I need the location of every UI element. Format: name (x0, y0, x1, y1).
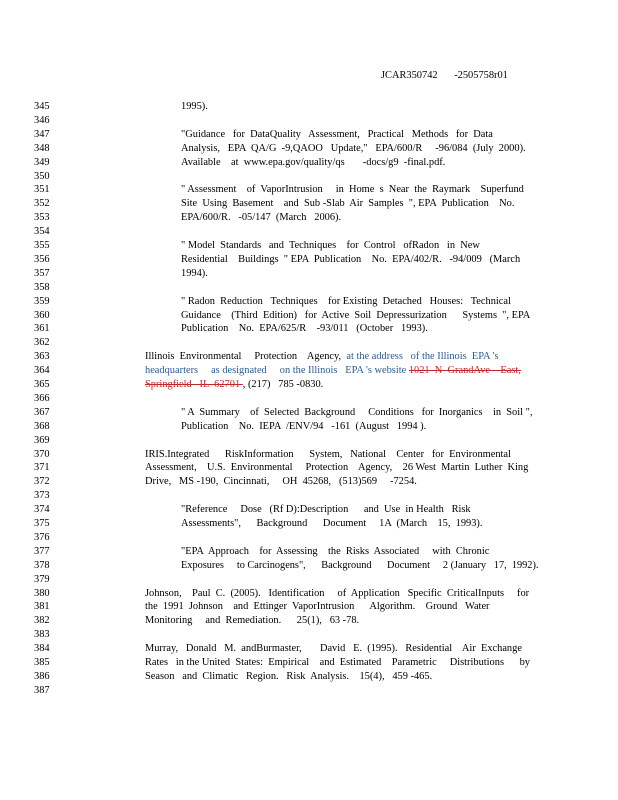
line-number: 371 (34, 462, 50, 474)
line-number: 346 (34, 114, 50, 126)
line-text (181, 253, 520, 267)
deleted-text: Springfield IL 62701 (145, 379, 243, 390)
text-segment: " Assessment of VaporIntrusion in Home s Near the Raymark Superfund (181, 184, 524, 196)
line-number: 377 (34, 545, 50, 557)
document-number: -2505758r01 (454, 70, 508, 81)
line-text (181, 156, 445, 170)
line-number: 348 (34, 142, 50, 154)
text-segment: Exposures to Carcinogens", Background Document 2 (January 17, 1992). (181, 559, 539, 571)
text-segment: Season and Climatic Region. Risk Analysis. 15(4), 459 -465. (145, 670, 433, 682)
line-number: 374 (34, 504, 50, 516)
text-segment: , (217) 785 -0830. (242, 379, 324, 390)
line-number: 380 (34, 587, 50, 599)
line-text (181, 142, 526, 156)
line-number: 372 (34, 476, 50, 488)
line-text (145, 600, 490, 614)
text-segment: "Guidance for DataQuality Assessment, Practical Methods for Data (181, 128, 493, 140)
line-number: 365 (34, 379, 50, 390)
line-text (181, 559, 538, 573)
line-text (181, 406, 532, 420)
line-number: 369 (34, 434, 50, 446)
document-id: JCAR350742 (381, 70, 438, 81)
line-text (181, 239, 480, 253)
line-number: 352 (34, 198, 50, 210)
line-text (181, 197, 514, 211)
text-segment: Guidance (Third Edition) for Active Soil Depressurization Systems ", EPA (181, 309, 531, 321)
document-header (381, 70, 508, 81)
line-number: 364 (34, 365, 50, 377)
line-text (181, 517, 483, 531)
line-text (145, 350, 498, 364)
line-number: 361 (34, 323, 50, 335)
text-segment: Murray, Donald M. andBurmaster, David E. (1995). Residential Air Exchange (145, 643, 522, 655)
line-number: 382 (34, 615, 50, 627)
text-segment: Publication No. IEPA /ENV/94 -161 (August 1994 ). (181, 420, 427, 432)
line-number: 360 (34, 309, 50, 321)
line-number: 345 (34, 101, 50, 112)
line-text (181, 183, 524, 197)
text-segment: " A Summary of Selected Background Conditions for Inorganics in Soil ", (181, 406, 533, 418)
line-number: 355 (34, 240, 50, 251)
line-number: 349 (34, 156, 50, 168)
line-text (181, 295, 511, 309)
inserted-text: headquarters as designated on the Illinois EPA 's website (145, 365, 407, 377)
deleted-text: 1021 N GrandAve East, (408, 365, 521, 377)
line-number: 362 (34, 337, 50, 349)
line-text (181, 309, 530, 323)
line-number: 387 (34, 684, 50, 696)
line-text (145, 475, 417, 489)
text-segment: Available at www.epa.gov/quality/qs -docs/g9 -final.pdf. (181, 156, 446, 168)
text-segment: the 1991 Johnson and Ettinger VaporIntrusion Algorithm. Ground Water (145, 601, 490, 613)
line-text (145, 642, 522, 656)
text-segment: 1994). (181, 267, 208, 279)
line-number: 357 (34, 267, 50, 279)
line-number: 376 (34, 531, 50, 543)
line-number: 347 (34, 128, 50, 140)
line-text (181, 322, 428, 336)
line-text (145, 448, 511, 462)
line-number: 356 (34, 253, 50, 265)
text-segment: Publication No. EPA/625/R -93/011 (October 1993). (181, 323, 428, 335)
line-text (181, 100, 208, 114)
text-segment: Assessments", Background Document 1A (March 15, 1993). (181, 518, 483, 529)
line-text (145, 656, 530, 670)
line-number: 353 (34, 212, 50, 224)
line-text (145, 378, 323, 392)
line-number: 386 (34, 670, 50, 682)
line-number: 384 (34, 643, 50, 655)
line-number: 354 (34, 226, 50, 238)
text-segment: " Model Standards and Techniques for Control ofRadon in New (181, 240, 480, 251)
line-number: 358 (34, 281, 50, 293)
line-number: 373 (34, 490, 50, 502)
line-text (181, 503, 471, 517)
line-text (181, 267, 208, 281)
text-segment: "Reference Dose (Rf D):Description and Use in Health Risk (181, 504, 471, 516)
text-segment: Monitoring and Remediation. 25(1), 63 -78. (145, 615, 360, 627)
text-segment: IRIS.Integrated RiskInformation System, National Center for Environmental (145, 448, 511, 460)
line-number: 367 (34, 406, 50, 418)
line-text (181, 128, 493, 142)
line-text (145, 364, 521, 378)
text-segment: " Radon Reduction Techniques for Existing Detached Houses: Technical (181, 295, 511, 307)
line-text (145, 670, 432, 684)
line-text (181, 545, 489, 559)
line-number: 368 (34, 420, 50, 432)
line-text (145, 587, 529, 601)
line-number: 378 (34, 559, 50, 571)
line-number: 383 (34, 629, 50, 641)
text-segment: Site Using Basement and Sub -Slab Air Samples ", EPA Publication No. (181, 198, 515, 210)
text-segment: Drive, MS -190, Cincinnati, OH 45268, (513)569 -7254. (145, 476, 417, 488)
line-number: 350 (34, 170, 50, 182)
line-number: 363 (34, 351, 50, 363)
text-segment: 1995). (181, 101, 208, 112)
line-text (181, 211, 341, 225)
text-segment: Illinois Environmental Protection Agency, (145, 351, 347, 363)
text-segment: Residential Buildings " EPA Publication No. EPA/402/R. -94/009 (March (181, 253, 521, 265)
line-number: 381 (34, 601, 50, 613)
line-number: 375 (34, 518, 50, 529)
text-segment: "EPA Approach for Assessing the Risks Associated with Chronic (181, 545, 490, 557)
line-number: 370 (34, 448, 50, 460)
line-number: 366 (34, 392, 50, 404)
text-segment: Assessment, U.S. Environmental Protection Agency, 26 West Martin Luther King (145, 462, 529, 474)
line-text (181, 420, 426, 434)
line-text (145, 614, 359, 628)
line-number: 359 (34, 295, 50, 307)
text-segment: EPA/600/R. -05/147 (March 2006). (181, 212, 342, 224)
line-text (145, 461, 528, 475)
text-segment: Johnson, Paul C. (2005). Identification of Application Specific CriticalInputs for (145, 587, 530, 599)
text-segment: Analysis, EPA QA/G -9,QAOO Update," EPA/600/R -96/084 (July 2000). (181, 142, 526, 154)
line-number: 351 (34, 184, 50, 196)
inserted-text: at the address of the Illinois EPA 's (346, 351, 499, 363)
line-number: 379 (34, 573, 50, 585)
text-segment: Rates in the United States: Empirical and Estimated Parametric Distributions by (145, 657, 530, 668)
line-number: 385 (34, 657, 50, 668)
